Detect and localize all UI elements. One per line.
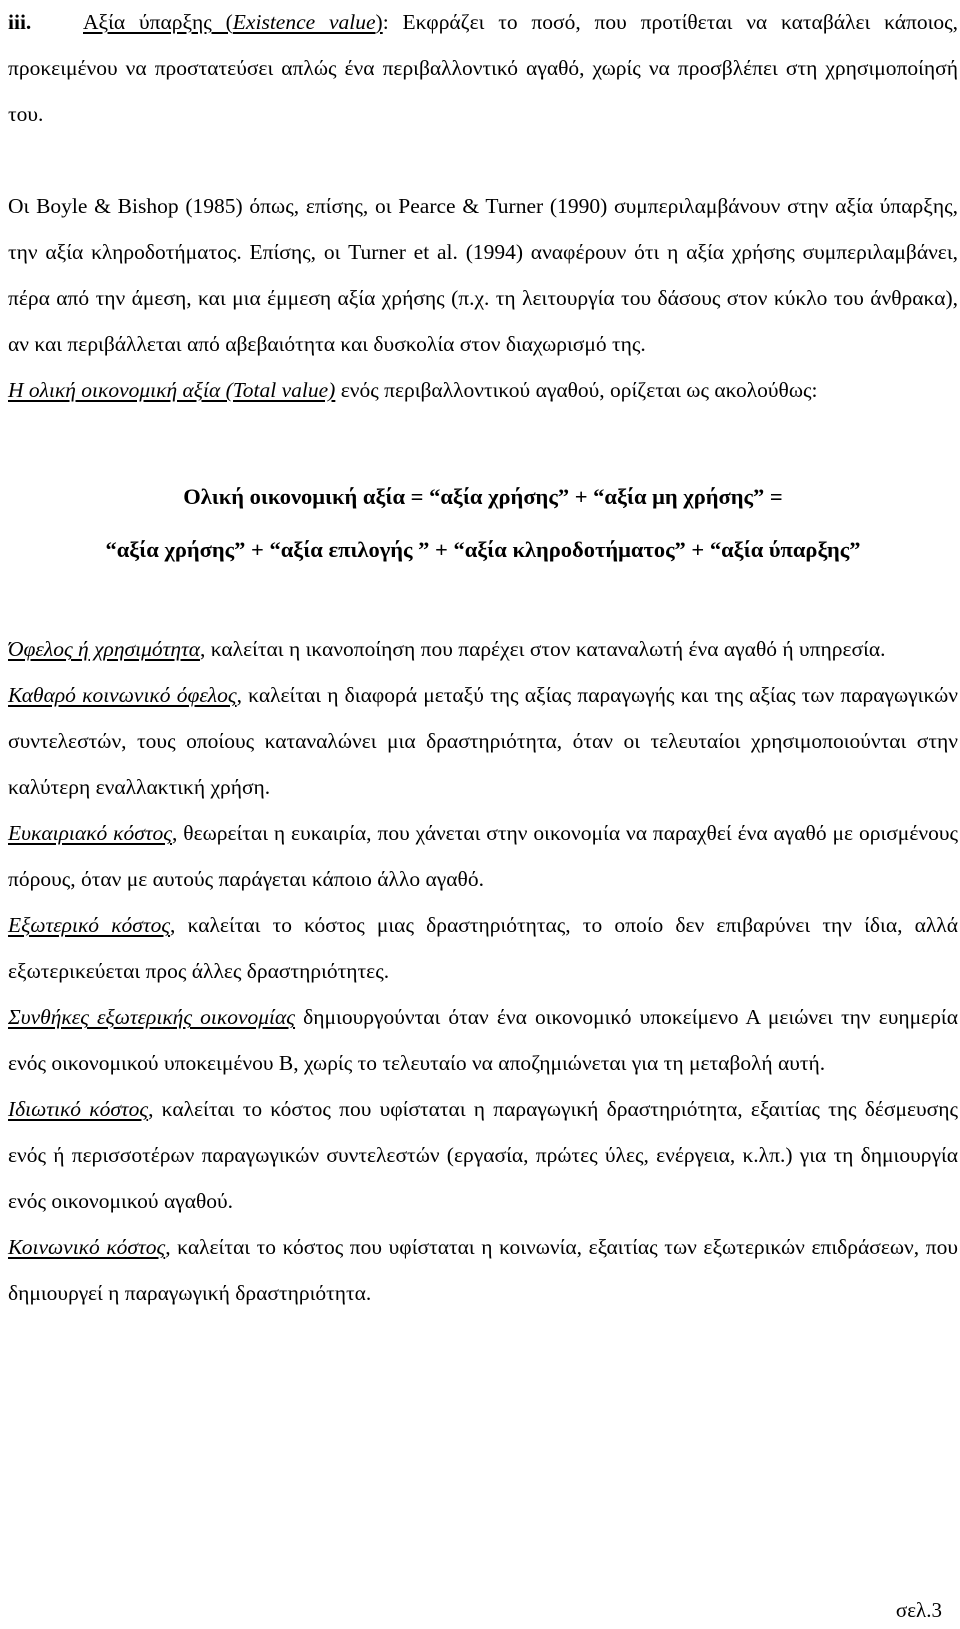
- term-existence-value: Αξία ύπαρξης (Existence value): [83, 10, 383, 34]
- definition-private-cost: [8, 1086, 958, 1224]
- paragraph-total-value: [8, 367, 958, 413]
- page-number: σελ.3: [895, 1598, 942, 1622]
- definition-text: , καλείται το κόστος που υφίσταται η παραγωγική δραστηριότητα, εξαιτίας της δέσμευσης ενός ή περισσοτέρων παραγωγικών συντελεστών (εργασία, πρώτες ύλες, ενέργεια, κ.λπ.) για τη δημιουργία ενός οικονομικού αγαθού.: [8, 1097, 958, 1213]
- definition-text: : Εκφράζει το ποσό, που προτίθεται να καταβάλει κάποιος, προκειμένου να προστατεύσει απλώς ένα περιβαλλοντικό αγαθό, χωρίς να προσβλέπει στη χρησιμοποίησή του.: [8, 10, 959, 126]
- definition-term: Όφελος ή χρησιμότητα: [8, 637, 200, 661]
- total-value-formula: [8, 470, 958, 576]
- paragraph-boyle-bishop: Οι Boyle & Bishop (1985) όπως, επίσης, οι Pearce & Turner (1990) συμπεριλαμβάνουν στην αξία ύπαρξης, την αξία κληροδοτήματος. Επίσης, οι Turner et al. (1994) αναφέρουν ότι η αξία χρήσης συμπεριλαμβάνει, πέρα από την άμεση, και μια έμμεση αξία χρήσης (π.χ. τη λειτουργία του δάσους στον κύκλο του άνθρακα), αν και περιβάλλεται από αβεβαιότητα και δυσκολία στον διαχωρισμό της.: [8, 194, 958, 356]
- definition-text: , καλείται η ικανοποίηση που παρέχει στον καταναλωτή ένα αγαθό ή υπηρεσία.: [200, 637, 886, 661]
- term-total-value: Η ολική οικονομική αξία (Total value): [8, 378, 336, 402]
- definition-term: Ιδιωτικό κόστος: [8, 1097, 149, 1121]
- definition-social-cost: [8, 1224, 958, 1316]
- definition-term: Εξωτερικό κόστος: [8, 913, 171, 937]
- definition-text: , θεωρείται η ευκαιρία, που χάνεται στην οικονομία να παραχθεί ένα αγαθό με ορισμένους πόρους, όταν με αυτούς παράγεται κάποιο άλλο αγαθό.: [8, 821, 958, 891]
- formula-line-2: “αξία χρήσης” + “αξία επιλογής ” + “αξία κληροδοτήματος” + “αξία ύπαρξης”: [105, 537, 861, 562]
- formula-line-1: Ολική οικονομική αξία = “αξία χρήσης” + “αξία μη χρήσης” =: [183, 484, 783, 509]
- definition-opportunity-cost: [8, 810, 958, 902]
- item-number: iii.: [8, 10, 32, 34]
- document-page: [8, 0, 958, 1316]
- definition-benefit: [8, 626, 958, 672]
- definition-text: ενός περιβαλλοντικού αγαθού, ορίζεται ως ακολούθως:: [335, 378, 818, 402]
- definition-text: , καλείται το κόστος που υφίσταται η κοινωνία, εξαιτίας των εξωτερικών επιδράσεων, που δημιουργεί η παραγωγική δραστηριότητα.: [8, 1235, 958, 1305]
- definition-text: , καλείται η διαφορά μεταξύ της αξίας παραγωγής και της αξίας των παραγωγικών συντελεστών, τους οποίους καταναλώνει μια δραστηριότητα, όταν οι τελευταίοι χρησιμοποιούνται στην καλύτερη εναλλακτική χρήση.: [8, 683, 958, 799]
- definition-net-social-benefit: [8, 672, 958, 810]
- definition-term: Ευκαιριακό κόστος: [8, 821, 172, 845]
- definition-text: δημιουργούνται όταν ένα οικονομικό υποκείμενο Α μειώνει την ευημερία ενός οικονομικού υποκειμένου Β, χωρίς το τελευταίο να αποζημιώνεται για τη μεταβολή αυτή.: [8, 1005, 958, 1075]
- item-iii-existence-value: [8, 0, 958, 137]
- definition-text: , καλείται το κόστος μιας δραστηριότητας, το οποίο δεν επιβαρύνει την ίδια, αλλά εξωτερικεύεται προς άλλες δραστηριότητες.: [8, 913, 958, 983]
- definition-term: Καθαρό κοινωνικό όφελος: [8, 683, 237, 707]
- definition-external-cost: [8, 902, 958, 994]
- definition-term: Συνθήκες εξωτερικής οικονομίας: [8, 1005, 296, 1029]
- definition-external-economies: [8, 994, 958, 1086]
- definition-term: Κοινωνικό κόστος: [8, 1235, 166, 1259]
